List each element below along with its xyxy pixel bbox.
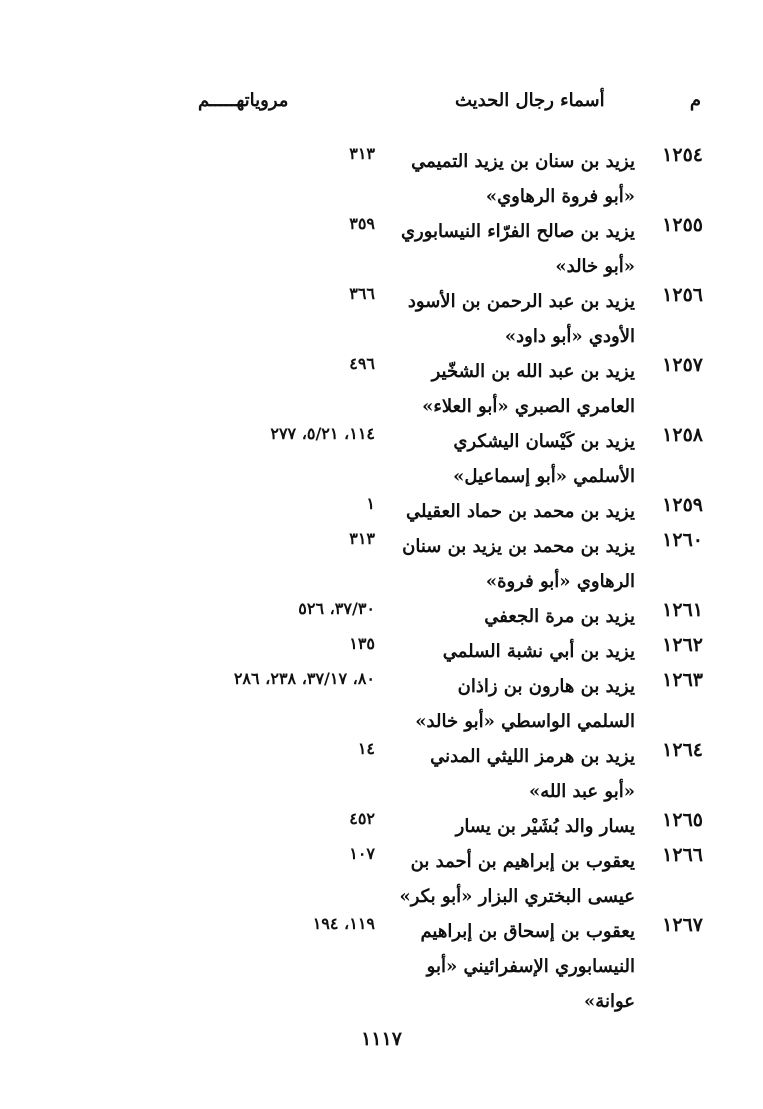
narration-refs: ٣١٣	[349, 529, 375, 548]
list-item	[0, 350, 763, 420]
narration-refs: ١	[366, 494, 375, 513]
list-item	[0, 595, 763, 630]
narrator-name: يزيد بن أبي نشبة السلمي	[442, 641, 635, 662]
narrator-name: يزيد بن محمد بن حماد العقيلي	[406, 501, 635, 522]
narration-refs: ٤٥٢	[349, 809, 375, 828]
narrator-name: يزيد بن محمد بن يزيد بن سنان الرهاوي «أبو فروة»	[402, 536, 635, 592]
narration-refs: ١١٩، ١٩٤	[312, 914, 375, 933]
entry-number: ١٢٥٧	[662, 354, 703, 376]
header-names-column: أسماء رجال الحديث	[455, 90, 605, 111]
narrator-name: يزيد بن سنان بن يزيد التميمي «أبو فروة الرهاوي»	[411, 151, 635, 207]
table-header	[0, 90, 763, 120]
narration-refs: ١٠٧	[349, 844, 375, 863]
narration-refs: ١١٤، ٥/٢١، ٢٧٧	[270, 424, 375, 443]
narrator-name: يزيد بن عبد الرحمن بن الأسود الأودي «أبو داود»	[407, 291, 635, 347]
list-item	[0, 840, 763, 910]
narrator-name: يعقوب بن إبراهيم بن أحمد بن عيسى البختري البزار «أبو بكر»	[399, 851, 635, 907]
narrator-name: يزيد بن عبد الله بن الشخّير العامري الصبري «أبو العلاء»	[422, 361, 635, 417]
narration-refs: ٨٠، ٣٧/١٧، ٢٣٨، ٢٨٦	[233, 669, 375, 688]
narration-refs: ١٣٥	[349, 634, 375, 653]
list-item	[0, 525, 763, 595]
entry-number: ١٢٥٨	[662, 424, 703, 446]
entry-number: ١٢٦٥	[662, 809, 703, 831]
entry-number: ١٢٦٤	[662, 739, 703, 761]
entry-number: ١٢٥٩	[662, 494, 703, 516]
list-item	[0, 630, 763, 665]
narrator-name: يزيد بن هرمز الليثي المدني «أبو عبد الله»	[430, 746, 635, 802]
header-narrations-column: مروياتهـــــم	[198, 90, 289, 111]
entry-number: ١٢٥٤	[662, 144, 703, 166]
list-item	[0, 490, 763, 525]
list-item	[0, 665, 763, 735]
narration-refs: ٣٦٦	[349, 284, 375, 303]
entry-number: ١٢٥٥	[662, 214, 703, 236]
narrator-name: يزيد بن صالح الفرّاء النيسابوري «أبو خالد»	[400, 221, 635, 277]
narrator-name: يزيد بن كَيْسان اليشكري الأسلمي «أبو إسماعيل»	[453, 431, 635, 487]
entry-number: ١٢٦٣	[662, 669, 703, 691]
narration-refs: ٣٥٩	[349, 214, 375, 233]
list-item	[0, 140, 763, 210]
narration-refs: ٤٩٦	[349, 354, 375, 373]
header-number-column: م	[689, 90, 701, 111]
entry-number: ١٢٦٧	[662, 914, 703, 936]
entry-number: ١٢٦٢	[662, 634, 703, 656]
narration-refs: ١٤	[357, 739, 375, 758]
narrator-name: يزيد بن هارون بن زاذان السلمي الواسطي «أبو خالد»	[415, 676, 635, 732]
entry-number: ١٢٦٦	[662, 844, 703, 866]
entry-number: ١٢٦١	[662, 599, 703, 621]
narrator-name: يعقوب بن إسحاق بن إبراهيم النيسابوري الإسفرائيني «أبو عوانة»	[420, 921, 635, 1012]
list-item	[0, 735, 763, 805]
entry-number: ١٢٦٠	[662, 529, 703, 551]
list-item	[0, 805, 763, 840]
list-item	[0, 210, 763, 280]
narrator-name: يسار والد بُشَيْر بن يسار	[455, 816, 635, 837]
list-item	[0, 420, 763, 490]
entry-number: ١٢٥٦	[662, 284, 703, 306]
list-item	[0, 910, 763, 1012]
narration-refs: ٣١٣	[349, 144, 375, 163]
page-number: ١١١٧	[361, 1028, 402, 1050]
list-item	[0, 280, 763, 350]
narrator-name: يزيد بن مرة الجعفي	[484, 606, 635, 627]
narration-refs: ٣٧/٣٠، ٥٢٦	[298, 599, 375, 618]
